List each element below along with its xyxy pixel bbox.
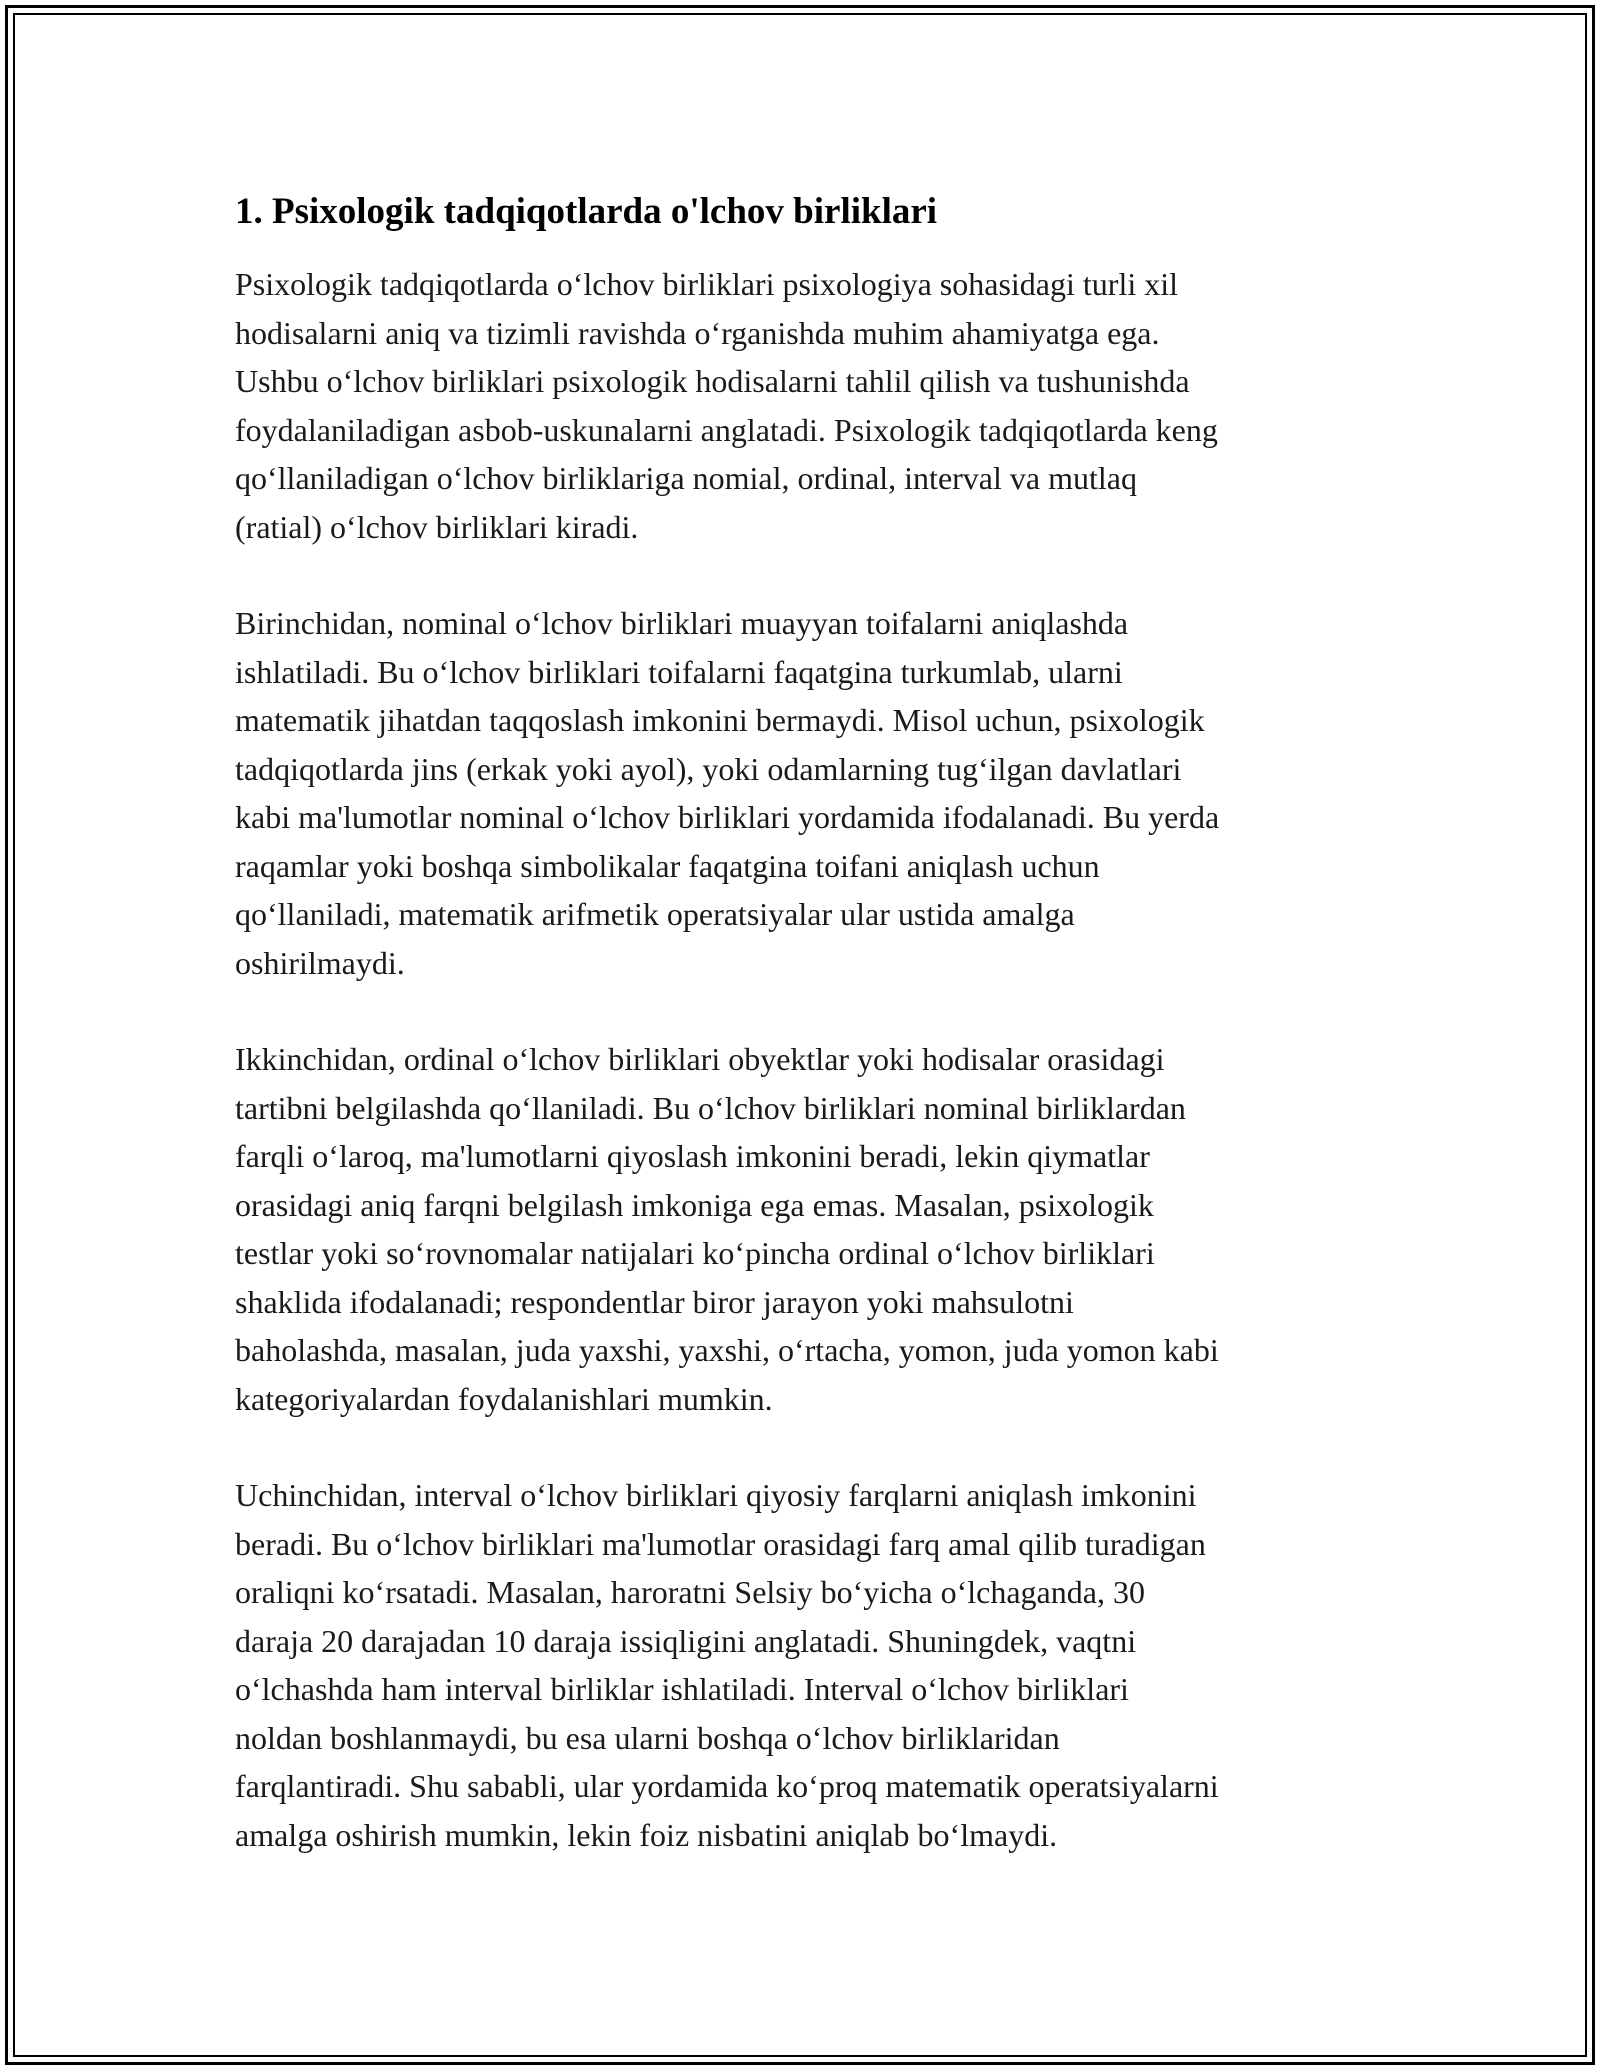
paragraph-ordinal: Ikkinchidan, ordinal o‘lchov birliklari obyektlar yoki hodisalar orasidagi tartibni belgilashda qo‘llaniladi. Bu o‘lchov birliklari nominal birliklardan farqli o‘laroq, ma'lumotlarni qiyoslash imkonini beradi, lekin qiymatlar orasidagi aniq farqni belgilash imkoniga ega emas. Masalan, psixologik testlar yoki so‘rovnomalar natijalari ko‘pincha ordinal o‘lchov birliklari shaklida ifodalanadi; respondentlar biror jarayon yoki mahsulotni baholashda, masalan, juda yaxshi, yaxshi, o‘rtacha, yomon, juda yomon kabi kategoriyalardan foydalanishlari mumkin. <box>235 1041 1219 1417</box>
section-heading: 1. Psixologik tadqiqotlarda o'lchov birliklari <box>235 191 938 232</box>
paragraph-interval: Uchinchidan, interval o‘lchov birliklari qiyosiy farqlarni aniqlash imkonini beradi. Bu o‘lchov birliklari ma'lumotlar orasidagi farq amal qilib turadigan oraliqni ko‘rsatadi. Masalan, haroratni Selsiy bo‘yicha o‘lchaganda, 30 daraja 20 darajadan 10 daraja issiqligini anglatadi. Shuningdek, vaqtni o‘lchashda ham interval birliklar ishlatiladi. Interval o‘lchov birliklari noldan boshlanmaydi, bu esa ularni boshqa o‘lchov birliklaridan farqlantiradi. Shu sababli, ular yordamida ko‘proq matematik operatsiyalarni amalga oshirish mumkin, lekin foiz nisbatini aniqlab bo‘lmaydi. <box>235 1477 1219 1853</box>
paragraph-intro: Psixologik tadqiqotlarda o‘lchov birliklari psixologiya sohasidagi turli xil hodisalarni aniq va tizimli ravishda o‘rganishda muhim ahamiyatga ega. Ushbu o‘lchov birliklari psixologik hodisalarni tahlil qilish va tushunishda foydalaniladigan asbob-uskunalarni anglatadi. Psixologik tadqiqotlarda keng qo‘llaniladigan o‘lchov birliklariga nomial, ordinal, interval va mutlaq (ratial) o‘lchov birliklari kiradi. <box>235 266 1218 545</box>
document-body <box>235 188 1370 1907</box>
paragraph-nominal: Birinchidan, nominal o‘lchov birliklari muayyan toifalarni aniqlashda ishlatiladi. Bu o‘lchov birliklari toifalarni faqatgina turkumlab, ularni matematik jihatdan taqqoslash imkonini bermaydi. Misol uchun, psixologik tadqiqotlarda jins (erkak yoki ayol), yoki odamlarning tug‘ilgan davlatlari kabi ma'lumotlar nominal o‘lchov birliklari yordamida ifodalanadi. Bu yerda raqamlar yoki boshqa simbolikalar faqatgina toifani aniqlash uchun qo‘llaniladi, matematik arifmetik operatsiyalar ular ustida amalga oshirilmaydi. <box>235 605 1220 981</box>
